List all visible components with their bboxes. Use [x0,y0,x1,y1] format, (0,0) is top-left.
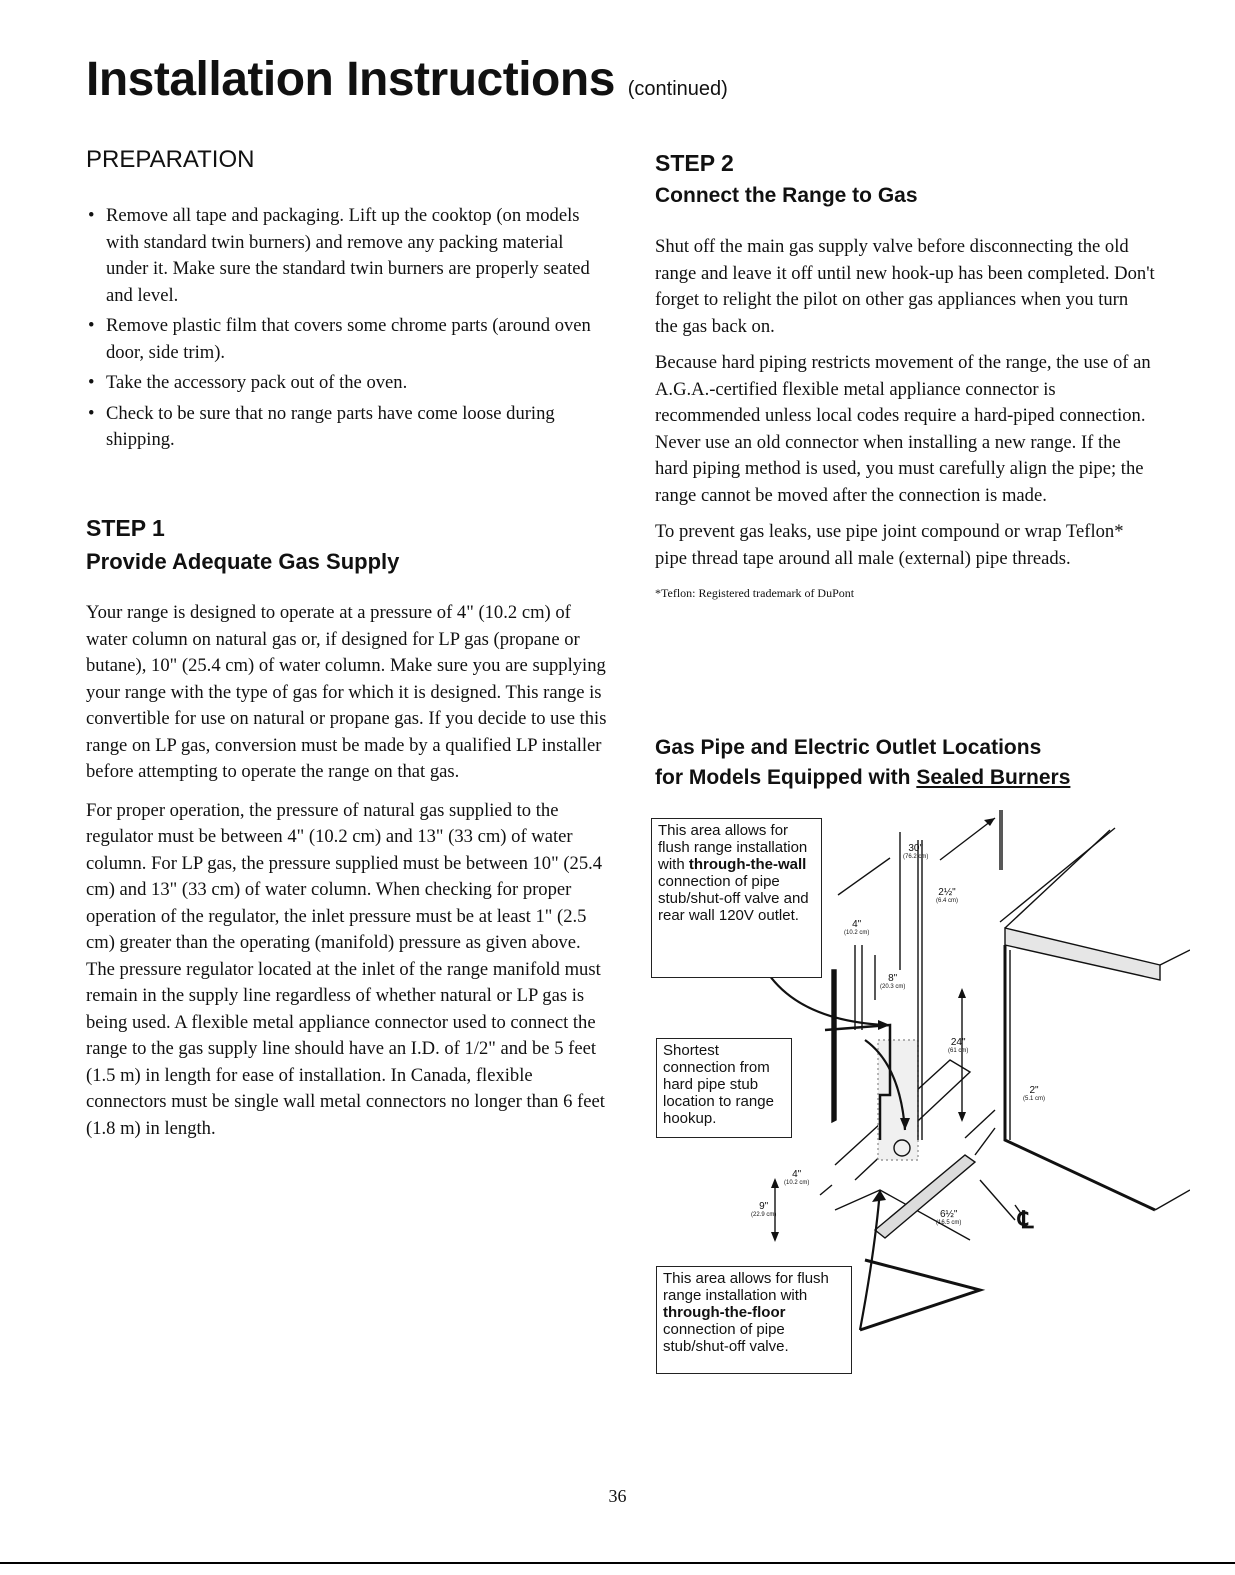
centerline-symbol: ℄ [1018,1208,1034,1234]
bottom-rule [0,1562,1235,1564]
callout-floor-text-end: connection of pipe stub/shut-off valve. [663,1321,789,1355]
step1-paragraph: Your range is designed to operate at a pressure of 4" (10.2 cm) of water column on natural gas or, if designed for LP gas (propane or butane), 10" (25.4 cm) of water column. Make sure you are supplying your range with the type of gas for which it is designed. This range is convertible for use on natural or propane gas. If you decide to use this range on LP gas, conversion must be made by a qualified LP installer before attempting to operate the range on that gas. [86,602,607,782]
callout-floor-text: This area allows for flush range installation with [663,1270,829,1304]
step1-title: Provide Adequate Gas Supply [86,549,400,574]
step2-title: Connect the Range to Gas [655,184,918,207]
preparation-list [86,203,608,458]
page-title-text: Installation Instructions [86,53,615,106]
list-item: • Check to be sure that no range parts have come loose during shipping. [86,401,608,454]
dimension-2-5in: 2½" (6.4 cm) [936,887,959,904]
list-item: • Remove all tape and packaging. Lift up the cooktop (on models with standard twin burners) and remove any packing material under it. Make sure the standard twin burners are properly seated and level. [86,203,608,309]
dimension-2in: 2" (5.1 cm) [1023,1085,1046,1102]
diagram-title-underlined: Sealed Burners [916,766,1071,789]
page-number: 36 [608,1486,627,1506]
callout-floor-emphasis: through-the-floor [663,1304,786,1321]
preparation-heading: PREPARATION [86,146,255,173]
diagram-title-line1: Gas Pipe and Electric Outlet Locations [655,736,1042,759]
dimension-8in: 8" (20.3 cm) [880,973,906,990]
list-item: • Remove plastic film that covers some chrome parts (around oven door, side trim). [86,313,608,366]
page-title [86,52,728,107]
diagram-title [655,733,1175,793]
dimension-4in-lower: 4" (10.2 cm) [784,1169,810,1186]
through-the-floor-callout [656,1266,852,1374]
dimension-6-5in: 6½" (16.5 cm) [936,1209,962,1226]
diagram-title-line2-prefix: for Models Equipped with [655,766,917,789]
page-title-continued: (continued) [627,78,728,100]
step1-body [86,600,608,1142]
gas-pipe-outlet-diagram [650,810,1190,1380]
dimension-30in: 30" (76.2 cm) [903,843,929,860]
dimension-4in-upper: 4" (10.2 cm) [844,919,870,936]
through-the-wall-callout [651,818,822,978]
dimension-24in: 24" (61 cm) [948,1037,969,1054]
step1-label: STEP 1 [86,515,165,541]
step2-body [655,234,1155,607]
step1-paragraph: For proper operation, the pressure of natural gas supplied to the regulator must be between 4" (10.2 cm) and 13" (33 cm) of water column. For LP gas, the pressure supplied must be between 10" (25.4 cm) and 13" (33 cm) of water column. When checking for proper operation of the regulator, the inlet pressure must be at least 1" (2.5 cm) greater than the operating (manifold) pressure as given above. The pressure regulator located at the inlet of the range manifold must remain in the supply line regardless of whether natural or LP gas is being used. A flexible metal appliance connector used to connect the range to the gas supply line should have an I.D. of 1/2" and be 5 feet (1.5 m) in length for ease of installation. In Canada, flexible connectors must be single wall metal connectors no longer than 6 feet (1.8 m) in length. [86,799,605,1139]
step2-paragraph: Shut off the main gas supply valve before disconnecting the old range and leave it off until new hook-up has been completed. Don't forget to relight the pilot on other gas appliances when you turn the gas back on. [655,236,1155,337]
shortest-connection-callout: Shortest connection from hard pipe stub location to range hookup. [656,1038,792,1138]
step2-paragraph: To prevent gas leaks, use pipe joint compound or wrap Teflon* pipe thread tape around all male (external) pipe threads. [655,521,1124,569]
callout-wall-emphasis: through-the-wall [688,856,807,873]
callout-wall-text: This area allows for flush range installation with [658,822,808,873]
callout-wall-text-end: connection of pipe stub/shut-off valve and rear wall 120V outlet. [658,873,809,924]
teflon-footnote: *Teflon: Registered trademark of DuPont [655,586,855,600]
step2-label: STEP 2 [655,150,734,176]
list-item: • Take the accessory pack out of the oven. [86,370,608,397]
dimension-9in: 9" (22.9 cm) [751,1201,777,1218]
step2-paragraph: Because hard piping restricts movement of the range, the use of an A.G.A.-certified flexible metal appliance connector is recommended unless local codes require a hard-piped connection. Never use an old connector when installing a new range. If the hard piping method is used, you must carefully align the pipe; the range cannot be moved after the connection is made. [655,352,1151,506]
